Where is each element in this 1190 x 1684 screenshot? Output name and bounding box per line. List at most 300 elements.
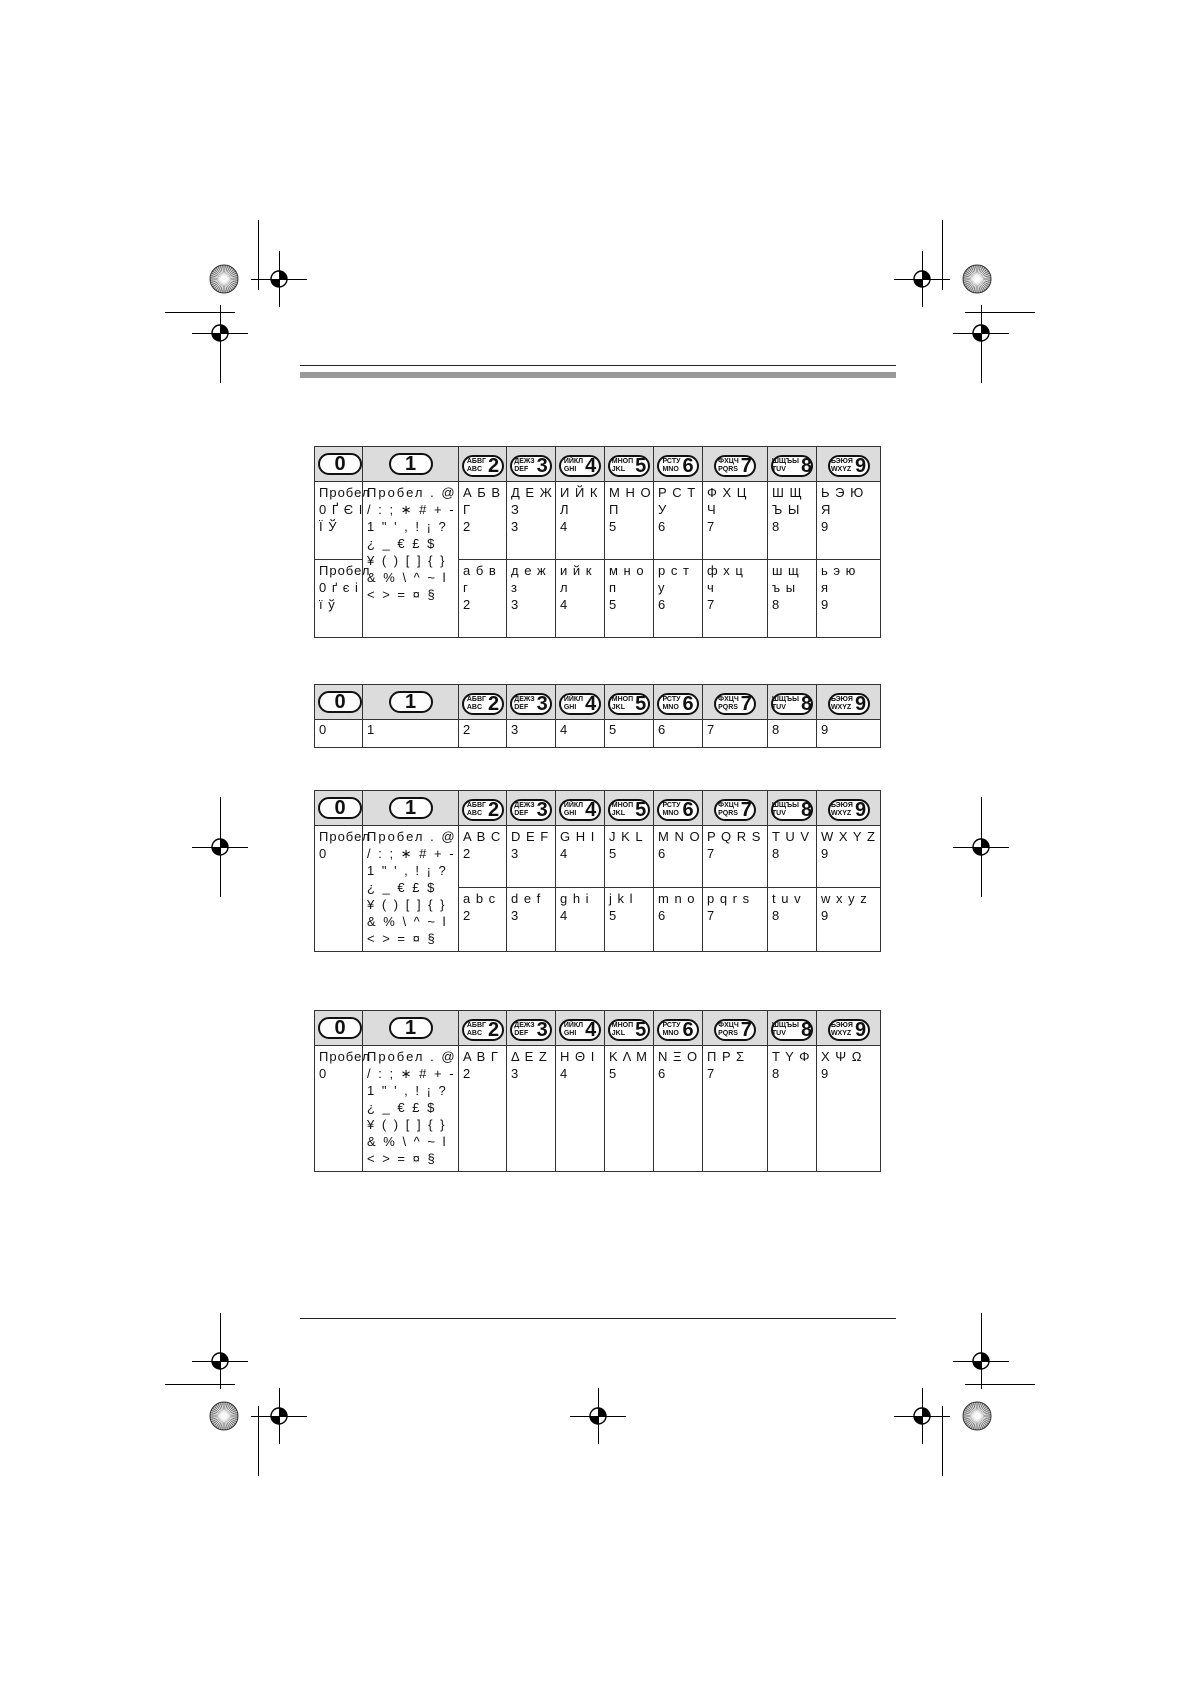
key-8-icon: [771, 1019, 813, 1041]
cell-text-line: W X Y Z: [821, 829, 876, 844]
cell-text-line: 7: [707, 908, 716, 923]
key-latin-letters: ABC: [466, 810, 483, 817]
cell-text-line: 3: [511, 908, 520, 923]
cell-text-line: 0: [319, 1066, 328, 1081]
key-1-header-cell: [363, 791, 459, 826]
key4-lower-cell: [556, 888, 605, 952]
key-5-icon: [608, 455, 650, 477]
key-3-header-cell: [507, 447, 556, 482]
cell-text-line: З: [511, 502, 520, 517]
cell-text-line: п: [609, 580, 618, 595]
key-5-header-cell: [605, 685, 654, 720]
key8-greek-cell: [768, 1046, 817, 1172]
key-digit: 3: [536, 1019, 548, 1041]
key8-lower-cell: [768, 888, 817, 952]
cell-text-line: 9: [821, 1066, 830, 1081]
cell-text-line: 8: [772, 846, 781, 861]
crop-line: [942, 220, 943, 290]
cell-text-line: 5: [609, 846, 618, 861]
key-latin-letters: MNO: [662, 1030, 679, 1037]
cell-text-line: 5: [609, 597, 618, 612]
cell-text-line: Пробел: [319, 485, 371, 500]
key4-lower-cell: [556, 560, 605, 638]
cell-text-line: а б в: [463, 563, 497, 578]
key8-upper-cell: [768, 482, 817, 560]
cell-text-line: 4: [560, 519, 569, 534]
cell-text-line: 2: [463, 908, 472, 923]
key-latin-letters: GHI: [563, 1030, 577, 1037]
cell-text-line: Ш Щ: [772, 485, 803, 500]
key-latin-letters: TUV: [771, 810, 786, 817]
key4-greek-cell: [556, 1046, 605, 1172]
key-2-header-cell: [459, 791, 507, 826]
key-digit: 7: [740, 799, 752, 821]
cell-text-line: 9: [821, 908, 830, 923]
key-digit: 5: [635, 693, 647, 715]
key-7-header-cell: [703, 791, 768, 826]
key-2-icon: [462, 799, 504, 821]
cell-text-line: Ь Э Ю: [821, 485, 865, 500]
footer-rule: [300, 1318, 896, 1319]
crop-line: [598, 1388, 599, 1444]
crop-line: [922, 251, 923, 307]
key-3-header-cell: [507, 1011, 556, 1046]
crop-line: [965, 1384, 1035, 1385]
cell-text-line: 6: [658, 908, 667, 923]
crop-line: [165, 1384, 235, 1385]
color-registration-sunburst-icon: [209, 264, 239, 294]
key-latin-letters: JKL: [611, 704, 625, 711]
key-6-icon: [657, 693, 699, 715]
cell-text-line: 4: [560, 846, 569, 861]
cell-text-line: А Б В: [463, 485, 502, 500]
cell-text-line: 6: [658, 597, 667, 612]
header-gray-bar: [300, 372, 896, 378]
key-0-header-cell: [315, 447, 363, 482]
cyrillic-character-table: [314, 446, 881, 638]
key-latin-letters: DEF: [514, 704, 529, 711]
key-latin-letters: GHI: [563, 704, 577, 711]
key-cyrillic-letters: АБВГ: [466, 458, 486, 465]
cell-text-line: M N O: [658, 829, 701, 844]
key-latin-letters: DEF: [514, 466, 529, 473]
key-digit: 9: [854, 455, 867, 477]
key-4-header-cell: [556, 447, 605, 482]
key-digit: 4: [585, 693, 597, 715]
key-cyrillic-letters: ДЕЖЗ: [514, 458, 535, 465]
key-5-icon: [608, 1019, 650, 1041]
key-8-icon: [771, 693, 813, 715]
cell-text-line: 2: [463, 846, 472, 861]
cell-text-line: Α Β Γ: [463, 1049, 500, 1064]
cell-text-line: & % \ ^ ~ l: [367, 914, 448, 929]
key-0-header-cell: [315, 685, 363, 720]
key-3-icon: [510, 1019, 552, 1041]
cell-text-line: 8: [772, 519, 781, 534]
key-2-icon: [462, 693, 504, 715]
key-digit: 4: [585, 1019, 597, 1041]
key4-upper-cell: [556, 482, 605, 560]
key1-symbols-cell: [363, 826, 459, 952]
key-4-icon: [559, 1019, 601, 1041]
key-digit: 3: [536, 455, 548, 477]
key-digit: 8: [801, 455, 813, 477]
key-8-header-cell: [768, 447, 817, 482]
crop-line: [922, 1388, 923, 1444]
key-cyrillic-letters: МНОП: [611, 458, 634, 465]
key-7-icon: [714, 799, 756, 821]
key-0-header-cell: [315, 791, 363, 826]
cell-text-line: 3: [511, 1066, 520, 1081]
cell-text-line: ¿ _ € £ $: [367, 1100, 437, 1115]
cell-text-line: ¥ ( ) [ ] { }: [367, 897, 447, 912]
key-digit: 8: [801, 1019, 813, 1041]
crop-line: [981, 1313, 982, 1343]
key-digit: 5: [635, 1019, 647, 1041]
key-1-header-cell: [363, 447, 459, 482]
key4-upper-cell: [556, 826, 605, 888]
key-cyrillic-letters: ИЙКЛ: [563, 458, 584, 465]
cell-text-line: g h i: [560, 891, 590, 906]
cell-text-line: 9: [821, 597, 830, 612]
cell-text-line: з: [511, 580, 518, 595]
cell-text-line: G H I: [560, 829, 596, 844]
key-digit: 8: [801, 799, 813, 821]
key-digit: 2: [488, 693, 500, 715]
cell-text-line: Пробел . @: [367, 485, 457, 500]
key-5-icon: [608, 799, 650, 821]
key-latin-letters: TUV: [771, 466, 786, 473]
key-3-icon: [510, 693, 552, 715]
key-digit: 9: [854, 693, 867, 715]
key9-lower-cell: [817, 888, 881, 952]
key-9-icon: [828, 1019, 870, 1041]
key-3-icon: [510, 799, 552, 821]
key-cyrillic-letters: ФХЦЧ: [718, 802, 739, 809]
cell-text-line: ь э ю: [821, 563, 857, 578]
key-3-header-cell: [507, 685, 556, 720]
crop-line: [220, 335, 221, 383]
key7-greek-cell: [703, 1046, 768, 1172]
key-digit: 7: [740, 693, 752, 715]
crop-line: [220, 1313, 221, 1343]
cell-text-line: a b c: [463, 891, 497, 906]
key-4-icon: [559, 455, 601, 477]
key-latin-letters: ABC: [466, 466, 483, 473]
cell-text-line: 8: [772, 1066, 781, 1081]
cell-text-line: < > = ¤ §: [367, 1151, 437, 1166]
key-cyrillic-letters: МНОП: [611, 696, 634, 703]
cell-text-line: Ъ Ы: [772, 502, 801, 517]
cell-text-line: У: [658, 502, 668, 517]
key8-upper-cell: [768, 826, 817, 888]
cell-text-line: 2: [463, 519, 472, 534]
key3-lower-cell: [507, 560, 556, 638]
cell-text-line: Π Ρ Σ: [707, 1049, 746, 1064]
key5-greek-cell: [605, 1046, 654, 1172]
header-rule: [300, 365, 896, 366]
cell-text-line: ї ў: [319, 597, 336, 612]
key-digit: 2: [488, 1019, 500, 1041]
key-6-icon: [657, 799, 699, 821]
key-latin-letters: WXYZ: [830, 1030, 852, 1037]
key-1-icon: [389, 691, 433, 713]
key-latin-letters: JKL: [611, 466, 625, 473]
key-digit: 6: [682, 693, 694, 715]
crop-line: [981, 335, 982, 383]
key-digit: 0: [334, 453, 346, 475]
key-latin-letters: TUV: [771, 704, 786, 711]
cell-text-line: 3: [511, 519, 520, 534]
cell-text-line: / : ; ∗ # + -: [367, 502, 456, 517]
cell-text-line: < > = ¤ §: [367, 587, 437, 602]
cell-text-line: Л: [560, 502, 570, 517]
key-0-icon: [318, 1017, 362, 1039]
cell-text-line: Τ Υ Φ: [772, 1049, 811, 1064]
key-cyrillic-letters: ЬЭЮЯ: [830, 802, 853, 809]
cell-text-line: Пробел . @: [367, 1049, 457, 1064]
key-4-header-cell: [556, 1011, 605, 1046]
key-latin-letters: PQRS: [718, 810, 738, 817]
crop-line: [965, 312, 1035, 313]
cell-text-line: Χ Ψ Ω: [821, 1049, 863, 1064]
cell-text-line: 3: [511, 597, 520, 612]
cell-text-line: л: [560, 580, 569, 595]
cell-text-line: t u v: [772, 891, 802, 906]
greek-row: [315, 1046, 881, 1172]
cell-text-line: Пробел: [319, 563, 371, 578]
key4-digit-cell: 4: [556, 720, 605, 748]
cell-text-line: Пробел . @: [367, 829, 457, 844]
key-7-header-cell: [703, 447, 768, 482]
key-6-icon: [657, 1019, 699, 1041]
key-4-header-cell: [556, 791, 605, 826]
key-9-icon: [828, 455, 870, 477]
crop-line: [258, 220, 259, 290]
key9-upper-cell: [817, 826, 881, 888]
cell-text-line: д е ж: [511, 563, 547, 578]
key-cyrillic-letters: ШЩЪЫ: [771, 802, 799, 809]
cell-text-line: ф х ц: [707, 563, 744, 578]
key1-symbols-cell: [363, 482, 459, 638]
key-8-header-cell: [768, 1011, 817, 1046]
key7-digit-cell: 7: [703, 720, 768, 748]
cell-text-line: / : ; ∗ # + -: [367, 1066, 456, 1081]
key-9-header-cell: [817, 447, 881, 482]
key-cyrillic-letters: ДЕЖЗ: [514, 1022, 535, 1029]
key-cyrillic-letters: РСТУ: [662, 1022, 681, 1029]
cell-text-line: P Q R S: [707, 829, 762, 844]
key-0-header-cell: [315, 1011, 363, 1046]
cell-text-line: 5: [609, 519, 618, 534]
key3-greek-cell: [507, 1046, 556, 1172]
key-digit: 2: [488, 799, 500, 821]
key-8-icon: [771, 455, 813, 477]
key-8-icon: [771, 799, 813, 821]
key-cyrillic-letters: ФХЦЧ: [718, 1022, 739, 1029]
cell-text-line: Пробел: [319, 1049, 371, 1064]
cell-text-line: 8: [772, 597, 781, 612]
key-cyrillic-letters: РСТУ: [662, 696, 681, 703]
key-digit: 7: [740, 455, 752, 477]
cell-text-line: 0 ґ є і: [319, 580, 359, 595]
cell-text-line: 6: [658, 1066, 667, 1081]
key-header-row: [315, 791, 881, 826]
cell-text-line: ¥ ( ) [ ] { }: [367, 553, 447, 568]
crop-line: [258, 1406, 259, 1476]
key-1-header-cell: [363, 685, 459, 720]
key-latin-letters: PQRS: [718, 704, 738, 711]
numeric-character-table: [314, 684, 881, 748]
key6-lower-cell: [654, 888, 703, 952]
key6-upper-cell: [654, 482, 703, 560]
key5-lower-cell: [605, 888, 654, 952]
key-7-header-cell: [703, 1011, 768, 1046]
key-digit: 3: [536, 693, 548, 715]
cell-text-line: Η Θ Ι: [560, 1049, 596, 1064]
key0-space-cell: [315, 1046, 371, 1172]
key-cyrillic-letters: ШЩЪЫ: [771, 696, 799, 703]
key-latin-letters: MNO: [662, 704, 679, 711]
color-registration-sunburst-icon: [962, 264, 992, 294]
cell-text-line: р с т: [658, 563, 690, 578]
cell-text-line: 8: [772, 908, 781, 923]
cell-text-line: 1 " ' , ! ¡ ?: [367, 1083, 448, 1098]
key-2-header-cell: [459, 1011, 507, 1046]
key-digit: 4: [585, 455, 597, 477]
key9-lower-cell: [817, 560, 881, 638]
key-latin-letters: DEF: [514, 1030, 529, 1037]
key6-upper-cell: [654, 826, 703, 888]
key-digit: 3: [536, 799, 548, 821]
crop-line: [165, 312, 235, 313]
cell-text-line: у: [658, 580, 666, 595]
key-cyrillic-letters: ЬЭЮЯ: [830, 696, 853, 703]
key-2-icon: [462, 455, 504, 477]
key-latin-letters: WXYZ: [830, 466, 852, 473]
cell-text-line: / : ; ∗ # + -: [367, 846, 456, 861]
cell-text-line: Г: [463, 502, 472, 517]
key-cyrillic-letters: ДЕЖЗ: [514, 802, 535, 809]
key-cyrillic-letters: РСТУ: [662, 458, 681, 465]
key-6-header-cell: [654, 791, 703, 826]
key7-upper-cell: [703, 826, 768, 888]
cell-text-line: Д Е Ж: [511, 485, 553, 500]
key-latin-letters: PQRS: [718, 466, 738, 473]
cell-text-line: 9: [821, 846, 830, 861]
key-latin-letters: WXYZ: [830, 810, 852, 817]
cell-text-line: d e f: [511, 891, 542, 906]
key-cyrillic-letters: РСТУ: [662, 802, 681, 809]
key-digit: 0: [334, 691, 346, 713]
key-9-icon: [828, 799, 870, 821]
key-8-header-cell: [768, 791, 817, 826]
key2-lower-cell: [459, 888, 507, 952]
latin-character-table: [314, 790, 881, 952]
key-cyrillic-letters: МНОП: [611, 802, 634, 809]
cell-text-line: T U V: [772, 829, 810, 844]
cell-text-line: ч: [707, 580, 715, 595]
cell-text-line: 4: [560, 908, 569, 923]
key-cyrillic-letters: ФХЦЧ: [718, 696, 739, 703]
cell-text-line: j k l: [609, 891, 634, 906]
key-cyrillic-letters: МНОП: [611, 1022, 634, 1029]
cell-text-line: & % \ ^ ~ l: [367, 570, 448, 585]
key-latin-letters: WXYZ: [830, 704, 852, 711]
key-0-icon: [318, 797, 362, 819]
key-3-header-cell: [507, 791, 556, 826]
cell-text-line: m n o: [658, 891, 696, 906]
key-digit: 7: [740, 1019, 752, 1041]
cell-text-line: П: [609, 502, 620, 517]
uppercase-row: [315, 482, 881, 560]
key-cyrillic-letters: ШЩЪЫ: [771, 458, 799, 465]
cell-text-line: Ї Ў: [319, 519, 338, 534]
key-9-icon: [828, 693, 870, 715]
key2-greek-cell: [459, 1046, 507, 1172]
key-cyrillic-letters: АБВГ: [466, 1022, 486, 1029]
key2-lower-cell: [459, 560, 507, 638]
cell-text-line: 0 Ґ Є І: [319, 502, 364, 517]
key-digit: 1: [404, 691, 417, 713]
key7-lower-cell: [703, 560, 768, 638]
key-2-header-cell: [459, 447, 507, 482]
key0-upper-cell: [315, 482, 371, 560]
cell-text-line: ъ ы: [772, 580, 797, 595]
key-header-row: [315, 685, 881, 720]
key3-upper-cell: [507, 826, 556, 888]
key2-digit-cell: 2: [459, 720, 507, 748]
cell-text-line: 1 " ' , ! ¡ ?: [367, 519, 448, 534]
cell-text-line: я: [821, 580, 830, 595]
cell-text-line: м н о: [609, 563, 645, 578]
cell-text-line: Κ Λ Μ: [609, 1049, 648, 1064]
cell-text-line: И Й К: [560, 485, 599, 500]
key-digit: 2: [488, 455, 500, 477]
key-cyrillic-letters: АБВГ: [466, 696, 486, 703]
cell-text-line: J K L: [609, 829, 644, 844]
key-6-header-cell: [654, 1011, 703, 1046]
cell-text-line: 9: [821, 519, 830, 534]
cell-text-line: г: [463, 580, 469, 595]
key-cyrillic-letters: АБВГ: [466, 802, 486, 809]
cell-text-line: w x y z: [821, 891, 868, 906]
cell-text-line: 7: [707, 519, 716, 534]
cell-text-line: Р С Т: [658, 485, 697, 500]
key5-upper-cell: [605, 826, 654, 888]
color-registration-sunburst-icon: [209, 1401, 239, 1431]
key-digit: 4: [585, 799, 597, 821]
key-0-icon: [318, 691, 362, 713]
key-latin-letters: ABC: [466, 1030, 483, 1037]
key-digit: 1: [404, 453, 417, 475]
crop-line: [279, 1388, 280, 1444]
key-header-row: [315, 1011, 881, 1046]
key-9-header-cell: [817, 685, 881, 720]
key7-lower-cell: [703, 888, 768, 952]
key-latin-letters: GHI: [563, 466, 577, 473]
key-latin-letters: DEF: [514, 810, 529, 817]
uppercase-row: [315, 826, 881, 888]
cell-text-line: 1 " ' , ! ¡ ?: [367, 863, 448, 878]
cell-text-line: 7: [707, 1066, 716, 1081]
key-digit: 5: [635, 799, 647, 821]
key3-lower-cell: [507, 888, 556, 952]
cell-text-line: 3: [511, 846, 520, 861]
cell-text-line: Пробел: [319, 829, 371, 844]
key8-digit-cell: 8: [768, 720, 817, 748]
key9-digit-cell: 9: [817, 720, 881, 748]
